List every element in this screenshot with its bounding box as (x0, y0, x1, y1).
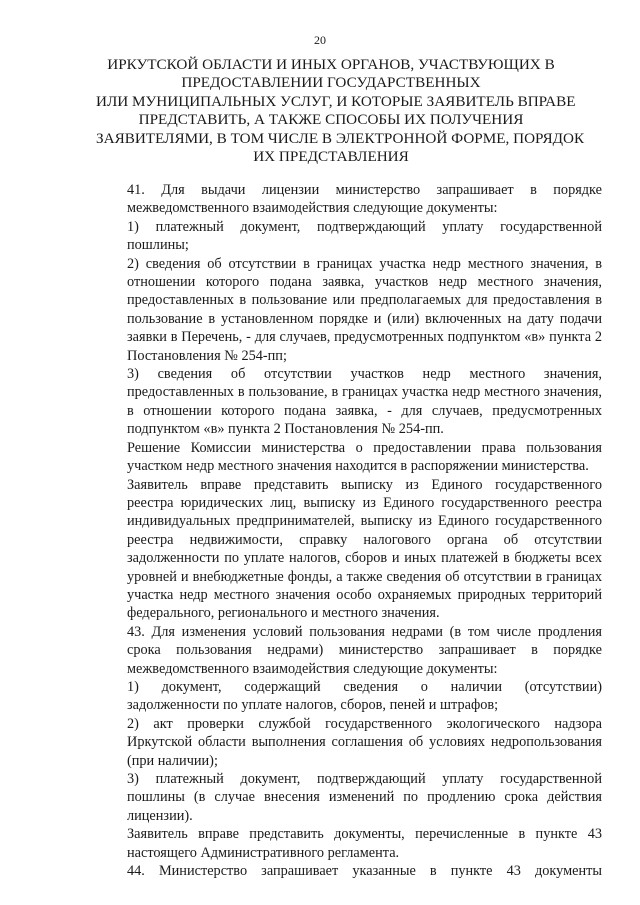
paragraph-43-item-2 (97, 715, 602, 770)
paragraph-41-item-1 (97, 218, 602, 255)
text-line: 3) платежный документ, подтверждающий уплату государственной (127, 771, 602, 787)
text-line: 3) сведения об отсутствии участков недр местного значения, (127, 366, 602, 383)
text-line: (при наличии); (127, 752, 218, 769)
document-body (97, 181, 602, 880)
text-line: реестра недвижимости, справку налогового органа об отсутствии (127, 531, 602, 548)
text-line: предоставленных в пользование или предполагаемых для предоставления в (127, 292, 602, 309)
paragraph-applicant-right (97, 476, 602, 623)
text-line: 44. Министерство запрашивает указанные в пункте 43 документы (127, 863, 602, 880)
text-line: межведомственного взаимодействия следующие документы: (127, 660, 498, 677)
text-line: индивидуальных предпринимателей, выписку из Единого государственного (127, 513, 602, 530)
text-line: 2) сведения об отсутствии в границах участка недр местного значения, в (127, 255, 602, 272)
text-line: 41. Для выдачи лицензии министерство запрашивает в порядке (127, 182, 602, 198)
text-line: пользование в установленном порядке и (или) включенных на дату подачи (127, 310, 602, 327)
heading-line: ИХ ПРЕДСТАВЛЕНИЯ (253, 148, 409, 166)
text-line: лицензии). (127, 807, 193, 824)
paragraph-41 (97, 181, 602, 218)
paragraph-43-item-3 (97, 770, 602, 825)
text-line: 43. Для изменения условий пользования недрами (в том числе продления (127, 623, 602, 640)
text-line: федерального, регионального и местного значения. (127, 605, 440, 622)
paragraph-41-item-3 (97, 365, 602, 439)
text-line: в отношении которого подана заявка, - для случаев, предусмотренных (127, 402, 602, 419)
text-line: пошлины; (127, 237, 189, 254)
text-line: 2) акт проверки службой государственного экологического надзора (127, 715, 602, 732)
paragraph-44 (97, 862, 602, 880)
paragraph-41-item-2 (97, 255, 602, 365)
paragraph-commission-decision (97, 439, 602, 476)
section-heading (96, 56, 585, 166)
text-line: 1) платежный документ, подтверждающий уплату государственной (127, 218, 602, 235)
text-line: участком недр местного значения находится в распоряжении министерства. (127, 458, 589, 475)
text-line: задолженности по уплате налогов, сборов, пеней и штрафов; (127, 697, 499, 714)
text-line: участка недр местного значения особо охраняемых природных территорий (127, 586, 602, 603)
text-line: заявки в Перечень, - для случаев, предусмотренных подпунктом «в» пункта 2 (127, 329, 602, 346)
heading-line: ПРЕДОСТАВЛЕНИИ ГОСУДАРСТВЕННЫХ (181, 74, 481, 92)
text-line: задолженности по уплате налогов, сборов и иных платежей в бюджеты всех (127, 550, 602, 567)
text-line: Заявитель вправе представить выписку из Единого государственного (127, 476, 602, 493)
text-line: срока пользования недрами) министерство запрашивает в порядке (127, 642, 602, 659)
paragraph-43 (97, 623, 602, 678)
text-line: реестра юридических лиц, выписку из Единого государственного реестра (127, 494, 602, 511)
text-line: 1) документ, содержащий сведения о наличии (отсутствии) (127, 678, 602, 695)
text-line: Заявитель вправе представить документы, перечисленные в пункте 43 (127, 826, 602, 843)
text-line: Решение Комиссии министерства о предоставлении права пользования (127, 439, 602, 456)
text-line: настоящего Административного регламента. (127, 844, 400, 861)
text-line: уровней и внебюджетные фонды, а также сведения об отсутствии в границах (127, 568, 602, 585)
heading-line: ИРКУТСКОЙ ОБЛАСТИ И ИНЫХ ОРГАНОВ, УЧАСТВУЮЩИХ В (107, 56, 555, 73)
text-line: Иркутской области выполнения соглашения об условиях недропользования (127, 734, 602, 751)
text-line: подпунктом «в» пункта 2 Постановления № 254-пп. (127, 421, 444, 438)
paragraph-applicant-right-43 (97, 825, 602, 862)
text-line: отношении которого подана заявка, участков недр местного значения, (127, 274, 602, 291)
text-line: предоставленных в пользование, в границах участка недр местного значения, (127, 384, 602, 401)
text-line: межведомственного взаимодействия следующие документы: (127, 200, 498, 217)
page-number: 20 (314, 33, 326, 47)
heading-line: ПРЕДСТАВИТЬ, А ТАКЖЕ СПОСОБЫ ИХ ПОЛУЧЕНИЯ (138, 111, 524, 129)
paragraph-43-item-1 (97, 678, 602, 715)
heading-line: ЗАЯВИТЕЛЯМИ, В ТОМ ЧИСЛЕ В ЭЛЕКТРОННОЙ ФОРМЕ, ПОРЯДОК (96, 129, 585, 147)
text-line: пошлины (в случае внесения изменений по продлению срока действия (127, 789, 602, 806)
heading-line: ИЛИ МУНИЦИПАЛЬНЫХ УСЛУГ, И КОТОРЫЕ ЗАЯВИТЕЛЬ ВПРАВЕ (96, 92, 576, 110)
text-line: Постановления № 254-пп; (127, 347, 287, 364)
